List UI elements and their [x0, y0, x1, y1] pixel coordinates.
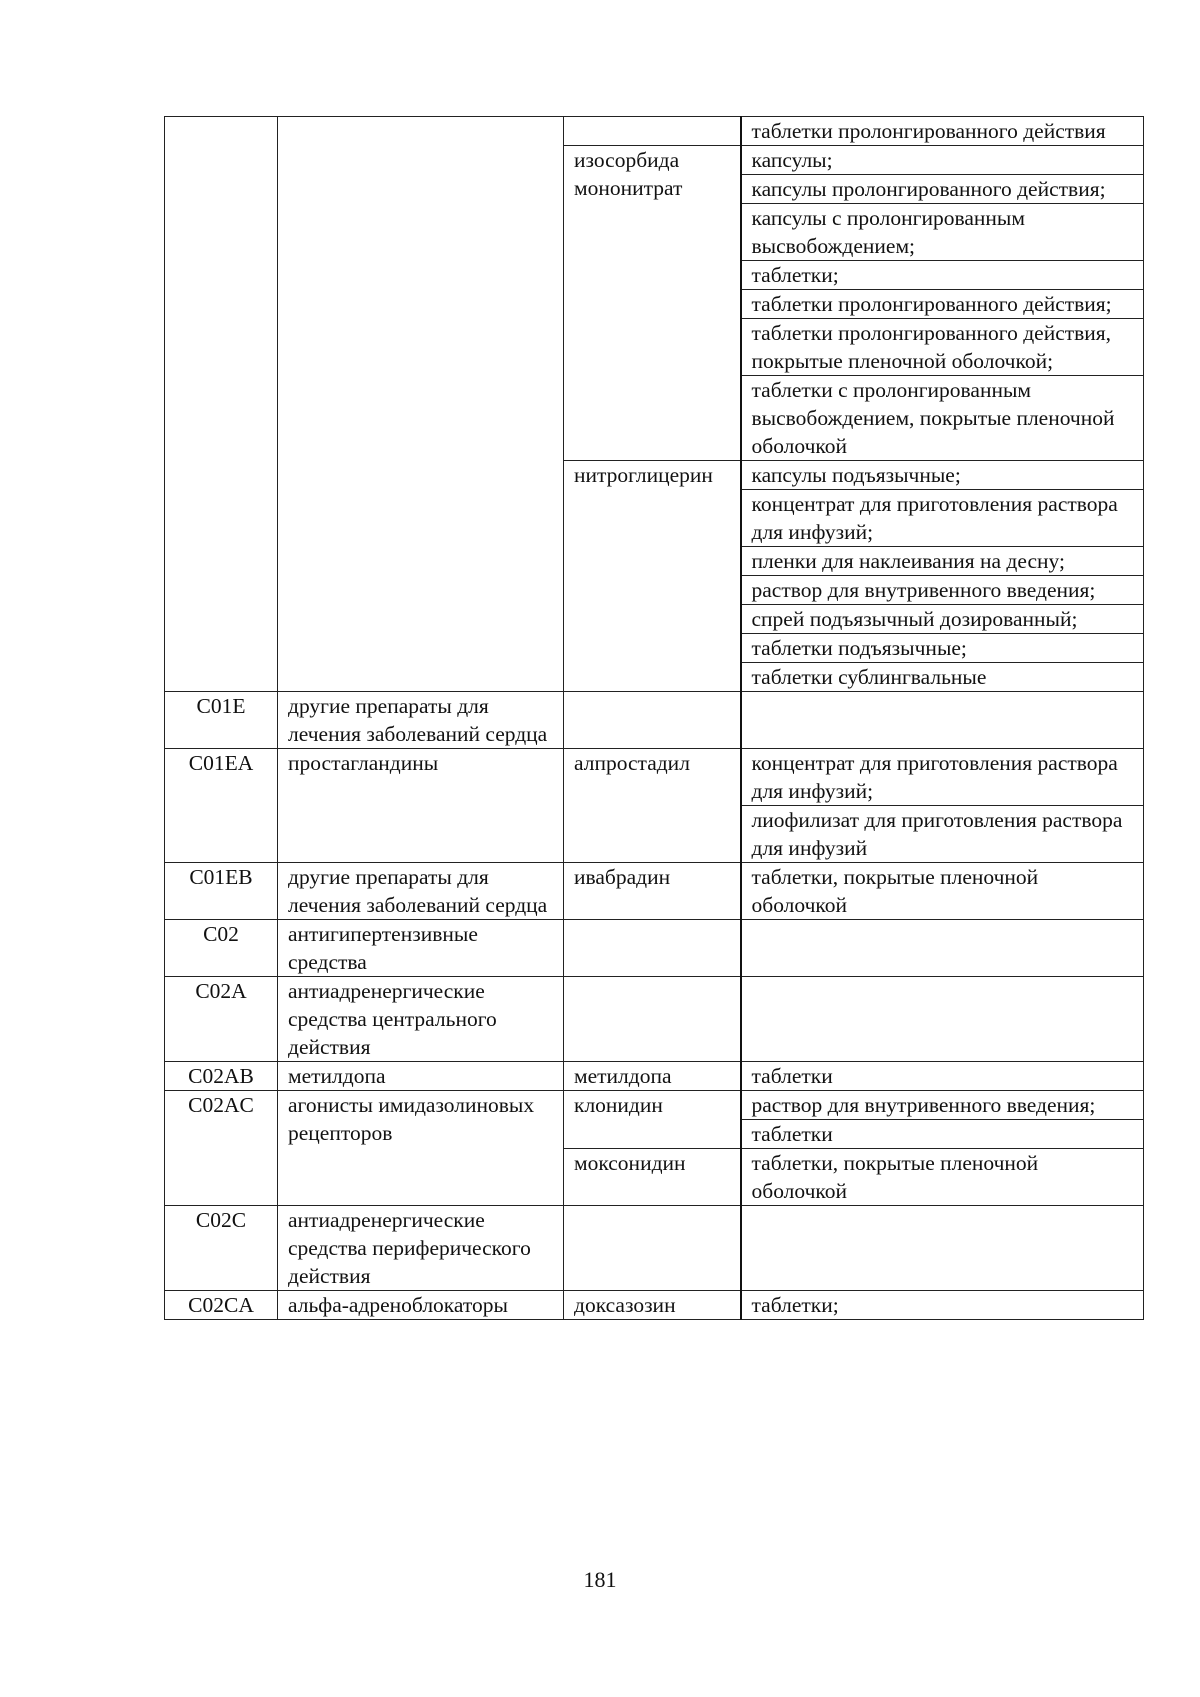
drug-name-cell: ивабрадин: [564, 863, 741, 920]
group-name-cell: альфа-адреноблокаторы: [278, 1291, 564, 1320]
drug-name-cell: [564, 977, 741, 1062]
drug-name-cell: алпростадил: [564, 749, 741, 863]
atc-code-cell: C02AB: [165, 1062, 278, 1091]
atc-code-cell: C02AC: [165, 1091, 278, 1206]
dosage-form-cell: концентрат для приготовления раствора для инфузий;: [741, 490, 1144, 547]
dosage-form-cell: раствор для внутривенного введения;: [741, 1091, 1144, 1120]
drug-name-cell: клонидин: [564, 1091, 741, 1149]
table-row: [165, 692, 1144, 749]
atc-code-cell: C01E: [165, 692, 278, 749]
dosage-form-cell: таблетки с пролонгированным высвобождением, покрытые пленочной оболочкой: [741, 376, 1144, 461]
dosage-form-cell: таблетки пролонгированного действия: [741, 117, 1144, 146]
group-name-cell: метилдопа: [278, 1062, 564, 1091]
atc-code-cell: [165, 117, 278, 692]
drug-name-cell: [564, 692, 741, 749]
dosage-form-cell: пленки для наклеивания на десну;: [741, 547, 1144, 576]
table-row: [165, 920, 1144, 977]
table-row: [165, 749, 1144, 806]
group-name-cell: антигипертензивные средства: [278, 920, 564, 977]
dosage-form-cell: таблетки подъязычные;: [741, 634, 1144, 663]
drug-name-cell: метилдопа: [564, 1062, 741, 1091]
drug-name-cell: [564, 117, 741, 146]
dosage-form-cell: таблетки;: [741, 261, 1144, 290]
dosage-form-cell: капсулы пролонгированного действия;: [741, 175, 1144, 204]
group-name-cell: агонисты имидазолиновых рецепторов: [278, 1091, 564, 1206]
page-number: 181: [583, 1567, 617, 1592]
atc-code-cell: C01EA: [165, 749, 278, 863]
dosage-form-cell: [741, 977, 1144, 1062]
dosage-form-cell: таблетки пролонгированного действия;: [741, 290, 1144, 319]
drug-name-cell: изосорбида мононитрат: [564, 146, 741, 461]
table-row: [165, 863, 1144, 920]
dosage-form-cell: капсулы;: [741, 146, 1144, 175]
dosage-form-cell: капсулы с пролонгированным высвобождением;: [741, 204, 1144, 261]
table-row: [165, 1062, 1144, 1091]
drug-name-cell: нитроглицерин: [564, 461, 741, 692]
atc-code-cell: C01EB: [165, 863, 278, 920]
group-name-cell: простагландины: [278, 749, 564, 863]
dosage-form-cell: таблетки, покрытые пленочной оболочкой: [741, 1149, 1144, 1206]
dosage-form-cell: раствор для внутривенного введения;: [741, 576, 1144, 605]
table-row: [165, 1291, 1144, 1320]
drug-name-cell: [564, 920, 741, 977]
atc-code-cell: C02: [165, 920, 278, 977]
table-row: [165, 977, 1144, 1062]
dosage-form-cell: таблетки;: [741, 1291, 1144, 1320]
dosage-form-cell: таблетки: [741, 1062, 1144, 1091]
dosage-form-cell: таблетки сублингвальные: [741, 663, 1144, 692]
drug-name-cell: доксазозин: [564, 1291, 741, 1320]
dosage-form-cell: [741, 920, 1144, 977]
group-name-cell: [278, 117, 564, 692]
dosage-form-cell: таблетки пролонгированного действия, покрытые пленочной оболочкой;: [741, 319, 1144, 376]
atc-code-cell: C02CA: [165, 1291, 278, 1320]
dosage-form-cell: лиофилизат для приготовления раствора для инфузий: [741, 806, 1144, 863]
dosage-form-cell: таблетки, покрытые пленочной оболочкой: [741, 863, 1144, 920]
dosage-form-cell: [741, 692, 1144, 749]
dosage-form-cell: концентрат для приготовления раствора для инфузий;: [741, 749, 1144, 806]
dosage-form-cell: таблетки: [741, 1120, 1144, 1149]
group-name-cell: антиадренергические средства центрального действия: [278, 977, 564, 1062]
drug-list-table: [164, 116, 1144, 1320]
drug-name-cell: [564, 1206, 741, 1291]
atc-code-cell: C02C: [165, 1206, 278, 1291]
table-row: [165, 1091, 1144, 1120]
table-row: [165, 117, 1144, 146]
group-name-cell: другие препараты для лечения заболеваний сердца: [278, 692, 564, 749]
group-name-cell: антиадренергические средства периферического действия: [278, 1206, 564, 1291]
drug-name-cell: моксонидин: [564, 1149, 741, 1206]
group-name-cell: другие препараты для лечения заболеваний сердца: [278, 863, 564, 920]
dosage-form-cell: капсулы подъязычные;: [741, 461, 1144, 490]
dosage-form-cell: [741, 1206, 1144, 1291]
atc-code-cell: C02A: [165, 977, 278, 1062]
table-row: [165, 1206, 1144, 1291]
dosage-form-cell: спрей подъязычный дозированный;: [741, 605, 1144, 634]
